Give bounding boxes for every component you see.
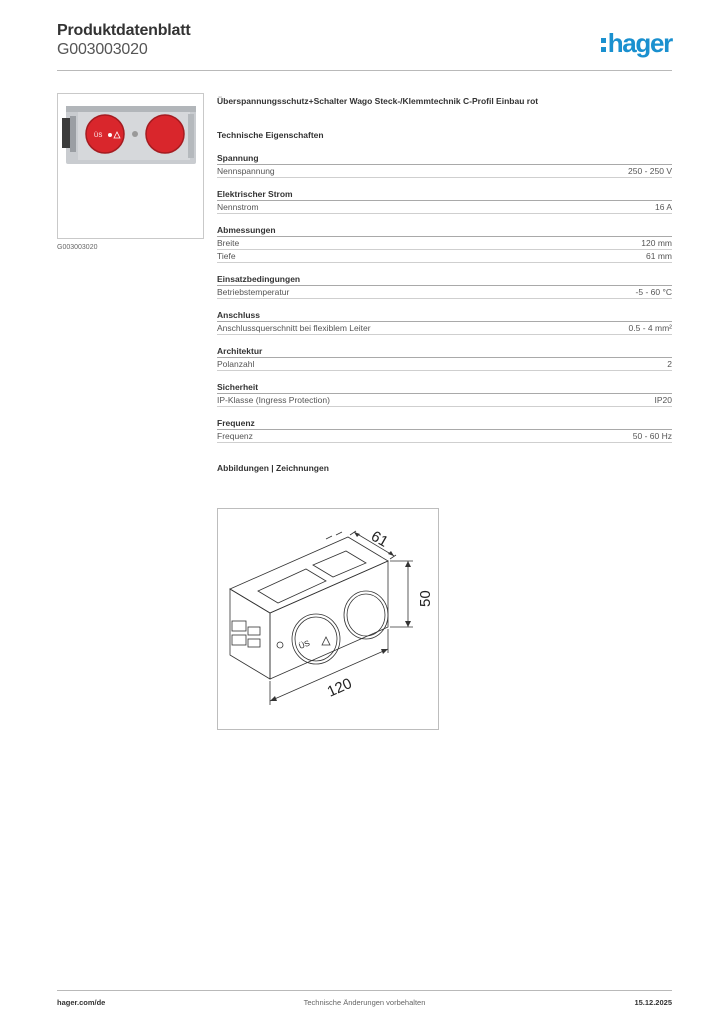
svg-text:ÜS: ÜS [94,133,103,139]
product-title: Überspannungsschutz+Schalter Wago Steck-/Klemmtechnik C-Profil Einbau rot [217,96,539,106]
spec-label: Anschlussquerschnitt bei flexiblem Leiter [217,323,371,333]
spec-group-frequenz [217,417,672,443]
product-photo [57,93,204,239]
spec-group-title: Spannung [217,152,672,165]
spec-group-title: Frequenz [217,417,672,430]
footer-notice: Technische Änderungen vorbehalten [303,998,426,1007]
footer-date: 15.12.2025 [634,998,672,1007]
spec-value: 61 mm [646,251,672,261]
document-title: Produktdatenblatt [57,22,191,39]
spec-group-title: Sicherheit [217,381,672,394]
figures-title: Abbildungen | Zeichnungen [217,463,329,473]
hager-logo [601,28,672,59]
spec-value: 50 - 60 Hz [632,431,672,441]
product-number: G003003020 [57,41,148,58]
dimension-label-depth: 61 [368,527,391,551]
dimension-label-height: 50 [417,590,434,607]
spec-row [217,237,672,250]
spec-label: Betriebstemperatur [217,287,290,297]
spec-group-title: Elektrischer Strom [217,188,672,201]
spec-value: -5 - 60 °C [635,287,672,297]
logo-dots-icon [601,38,606,52]
spec-label: Tiefe [217,251,236,261]
spec-row [217,394,672,407]
spec-group-title: Abmessungen [217,224,672,237]
spec-value: 0.5 - 4 mm² [628,323,672,333]
dimension-drawing [217,508,439,730]
spec-group-architektur [217,345,672,371]
spec-label: Polanzahl [217,359,255,369]
spec-group-sicherheit [217,381,672,407]
spec-value: 2 [667,359,672,369]
spec-value: 120 mm [641,238,672,248]
spec-row [217,201,672,214]
spec-row [217,322,672,335]
spec-label: Frequenz [217,431,253,441]
spec-value: 16 A [654,202,672,212]
spec-value: 250 - 250 V [628,166,672,176]
spec-group-abmessungen [217,224,672,263]
logo-text: hager [607,28,672,58]
spec-label: IP-Klasse (Ingress Protection) [217,395,330,405]
spec-row [217,430,672,443]
product-content [217,96,672,475]
dimension-label-width: 120 [324,674,355,701]
product-photo-image [58,94,203,238]
spec-label: Breite [217,238,240,248]
spec-group-title: Einsatzbedingungen [217,273,672,286]
spec-group-title: Architektur [217,345,672,358]
page-header [57,22,672,71]
switch-label: ÜS [297,638,312,651]
spec-row [217,358,672,371]
spec-group-einsatzbedingungen [217,273,672,299]
spec-group-strom [217,188,672,214]
dimension-drawing-image [218,509,438,729]
spec-value: IP20 [654,395,672,405]
spec-group-title: Anschluss [217,309,672,322]
spec-group-anschluss [217,309,672,335]
specs-section-title: Technische Eigenschaften [217,130,324,140]
spec-row [217,250,672,263]
spec-row [217,165,672,178]
spec-label: Nennstrom [217,202,259,212]
photo-caption: G003003020 [57,244,98,251]
spec-group-spannung [217,152,672,178]
footer-website[interactable]: hager.com/de [57,998,106,1007]
spec-label: Nennspannung [217,166,275,176]
page-footer [57,990,672,1015]
spec-row [217,286,672,299]
